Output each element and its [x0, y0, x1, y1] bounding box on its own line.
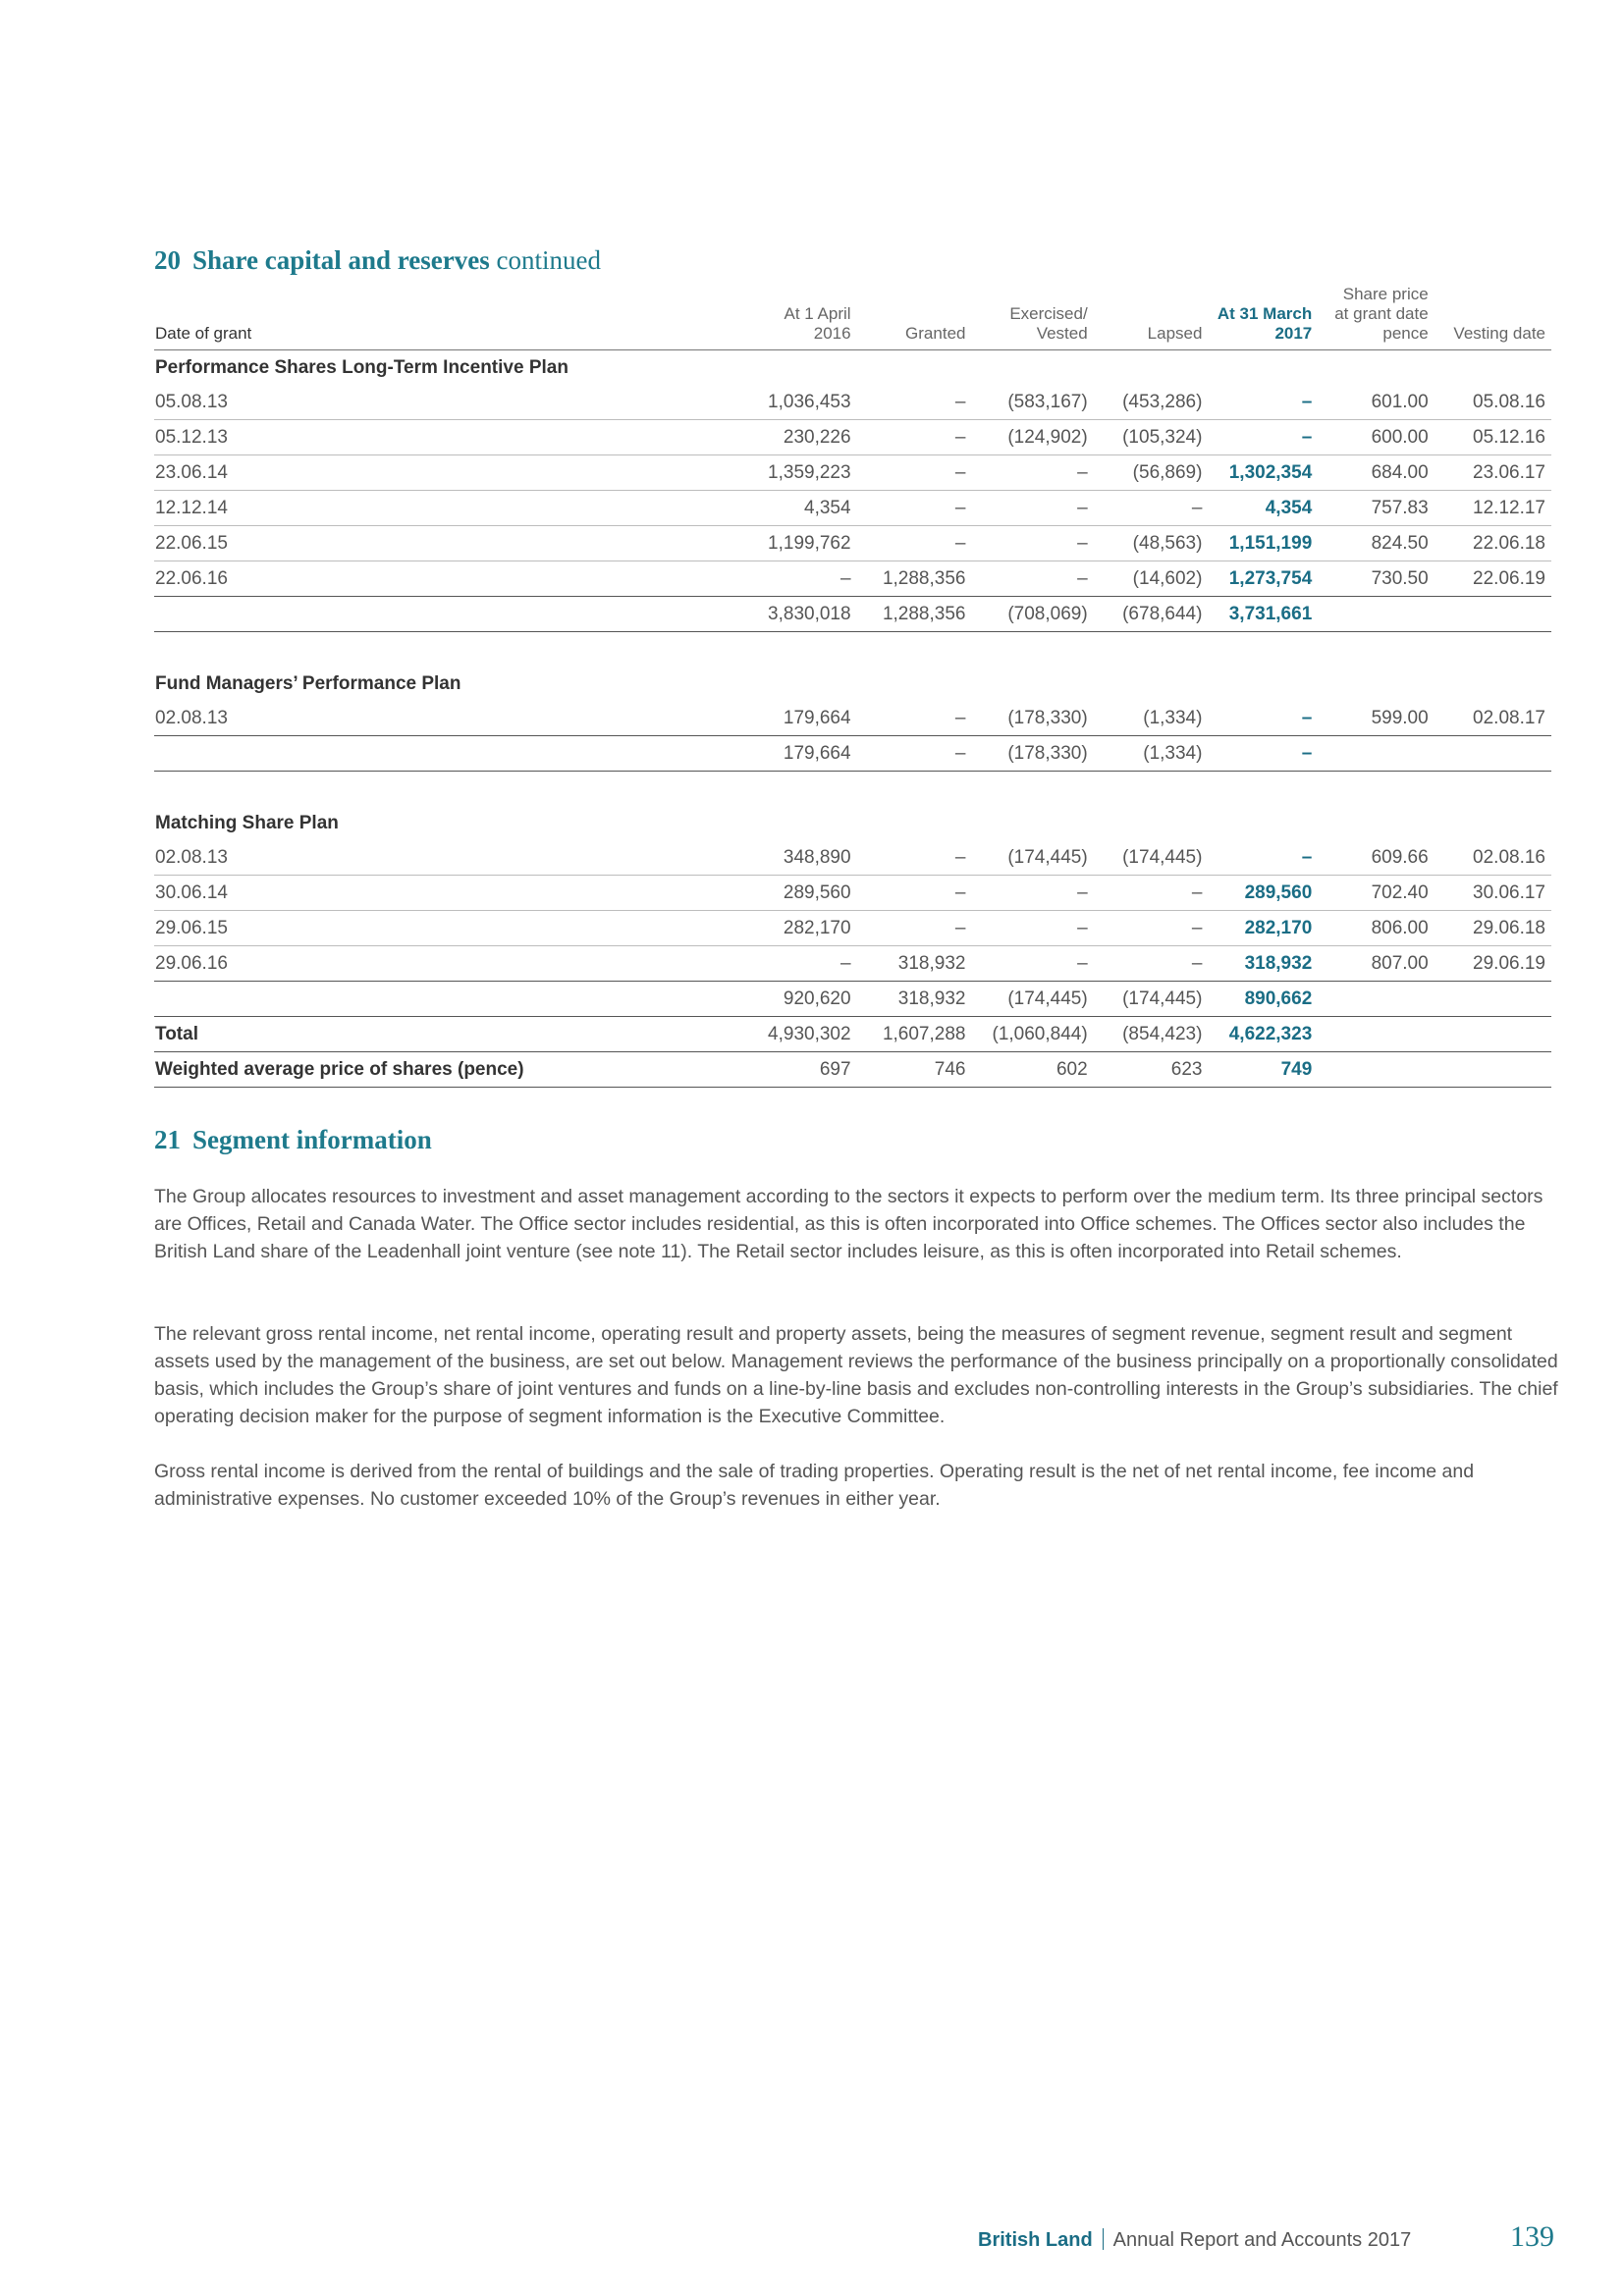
- table-cell: 29.06.16: [154, 946, 742, 982]
- table-cell: –: [971, 946, 1093, 982]
- table-cell: 1,273,754: [1208, 561, 1318, 597]
- header-granted: Granted: [857, 267, 972, 350]
- table-cell: –: [1208, 840, 1318, 876]
- table-cell: 02.08.13: [154, 701, 742, 736]
- table-cell: 289,560: [742, 876, 857, 911]
- table-cell: –: [857, 455, 972, 491]
- table-cell: [154, 597, 742, 632]
- table-row: [154, 911, 1551, 946]
- table-cell: –: [971, 876, 1093, 911]
- table-cell: –: [857, 385, 972, 420]
- table-cell: 179,664: [742, 736, 857, 772]
- header-at-31-march: At 31 March 2017: [1208, 267, 1318, 350]
- table-row: [154, 526, 1551, 561]
- footer: [978, 2228, 1411, 2252]
- header-at-1-april: At 1 April 2016: [742, 267, 857, 350]
- table-cell: –: [857, 420, 972, 455]
- table-cell: (1,334): [1094, 701, 1209, 736]
- table-cell: 22.06.15: [154, 526, 742, 561]
- table-cell: 920,620: [742, 982, 857, 1017]
- table-cell: [154, 982, 742, 1017]
- table-cell: 30.06.14: [154, 876, 742, 911]
- table-cell: Total: [154, 1017, 742, 1052]
- table-row: [154, 840, 1551, 876]
- table-cell: 623: [1094, 1052, 1209, 1088]
- table-body: [154, 350, 1551, 1088]
- table-cell: 746: [857, 1052, 972, 1088]
- table-cell: (14,602): [1094, 561, 1209, 597]
- table-cell: 3,830,018: [742, 597, 857, 632]
- header-vesting-date: Vesting date: [1435, 267, 1551, 350]
- table-cell: (105,324): [1094, 420, 1209, 455]
- table-cell: –: [742, 946, 857, 982]
- table-cell: 05.12.16: [1435, 420, 1551, 455]
- table-cell: 02.08.17: [1435, 701, 1551, 736]
- table-cell: 22.06.16: [154, 561, 742, 597]
- table-cell: 02.08.13: [154, 840, 742, 876]
- table-cell: 23.06.14: [154, 455, 742, 491]
- plan-name: Fund Managers’ Performance Plan: [155, 672, 461, 694]
- table-cell: 600.00: [1318, 420, 1434, 455]
- table-cell: (583,167): [971, 385, 1093, 420]
- table-cell: [1435, 736, 1551, 772]
- table-row: [154, 701, 1551, 736]
- table-cell: [1318, 982, 1434, 1017]
- table-cell: 1,199,762: [742, 526, 857, 561]
- table-cell: –: [971, 561, 1093, 597]
- table-cell: 318,932: [857, 982, 972, 1017]
- table-cell: –: [857, 911, 972, 946]
- table-cell: –: [1094, 491, 1209, 526]
- table-cell: 29.06.18: [1435, 911, 1551, 946]
- table-cell: 609.66: [1318, 840, 1434, 876]
- table-cell: 179,664: [742, 701, 857, 736]
- table-cell: [1318, 736, 1434, 772]
- table-cell: 4,354: [742, 491, 857, 526]
- table-cell: 05.08.16: [1435, 385, 1551, 420]
- table-row: [154, 420, 1551, 455]
- table-cell: 05.08.13: [154, 385, 742, 420]
- plan-group-header: [154, 806, 1551, 840]
- footer-divider: [1103, 2228, 1104, 2250]
- paragraph: Gross rental income is derived from the rental of buildings and the sale of trading properties. Operating result is the net of net rental income, fee income and administrative expenses. No customer exceeded 10% of the Group’s revenues in either year.: [154, 1461, 1475, 1510]
- table-cell: 29.06.19: [1435, 946, 1551, 982]
- table-cell: [1318, 1052, 1434, 1088]
- table-cell: [154, 736, 742, 772]
- table-cell: 318,932: [857, 946, 972, 982]
- table-cell: 702.40: [1318, 876, 1434, 911]
- table-cell: Weighted average price of shares (pence): [154, 1052, 742, 1088]
- table-cell: 749: [1208, 1052, 1318, 1088]
- table-cell: 22.06.18: [1435, 526, 1551, 561]
- table-cell: 697: [742, 1052, 857, 1088]
- table-cell: [1318, 1017, 1434, 1052]
- table-cell: (124,902): [971, 420, 1093, 455]
- table-cell: 599.00: [1318, 701, 1434, 736]
- table-cell: –: [971, 455, 1093, 491]
- footer-brand: British Land: [978, 2229, 1093, 2251]
- table-cell: –: [971, 911, 1093, 946]
- table-header-row: [154, 267, 1551, 350]
- table-cell: (174,445): [1094, 840, 1209, 876]
- table-cell: –: [1208, 736, 1318, 772]
- table-cell: (678,644): [1094, 597, 1209, 632]
- table-cell: –: [1208, 385, 1318, 420]
- table-cell: –: [742, 561, 857, 597]
- table-cell: 348,890: [742, 840, 857, 876]
- table-row: [154, 876, 1551, 911]
- table-cell: –: [1094, 876, 1209, 911]
- table-cell: 1,151,199: [1208, 526, 1318, 561]
- table-cell: –: [1094, 911, 1209, 946]
- table-cell: [1435, 597, 1551, 632]
- table-cell: 806.00: [1318, 911, 1434, 946]
- table-cell: 1,288,356: [857, 561, 972, 597]
- table-cell: 684.00: [1318, 455, 1434, 491]
- plan-name: Matching Share Plan: [155, 812, 339, 833]
- table-cell: –: [1208, 701, 1318, 736]
- table-cell: (174,445): [971, 840, 1093, 876]
- paragraph: The Group allocates resources to investment and asset management according to the sectors it expects to perform over the medium term. Its three principal sectors are Offices, Retail and Canada Water. The Office sector includes residential, as this is often incorporated into Office schemes. The Offices sector also includes the British Land share of the Leadenhall joint venture (see note 11). The Retail sector includes leisure, as this is often incorporated into Retail schemes.: [154, 1186, 1543, 1262]
- table-row: [154, 946, 1551, 982]
- table-cell: –: [857, 840, 972, 876]
- footer-report-title: Annual Report and Accounts 2017: [1112, 2229, 1412, 2251]
- table-cell: (178,330): [971, 736, 1093, 772]
- table-cell: 602: [971, 1052, 1093, 1088]
- header-lapsed: Lapsed: [1094, 267, 1209, 350]
- table-cell: [1435, 1017, 1551, 1052]
- subtotal-row: [154, 982, 1551, 1017]
- table-cell: (48,563): [1094, 526, 1209, 561]
- table-spacer: [154, 772, 1551, 807]
- table-row: [154, 385, 1551, 420]
- section-21-title: [154, 1125, 432, 1155]
- table-cell: (56,869): [1094, 455, 1209, 491]
- header-exercised-vested: Exercised/ Vested: [971, 267, 1093, 350]
- subtotal-row: [154, 736, 1551, 772]
- table-cell: –: [857, 876, 972, 911]
- table-cell: (178,330): [971, 701, 1093, 736]
- table-cell: 1,359,223: [742, 455, 857, 491]
- table-cell: (1,060,844): [971, 1017, 1093, 1052]
- section-number: 21: [154, 1125, 181, 1154]
- table-cell: –: [857, 736, 972, 772]
- table-cell: 890,662: [1208, 982, 1318, 1017]
- section-title-text: Share capital and reserves: [192, 245, 490, 275]
- table-cell: –: [971, 491, 1093, 526]
- table-cell: [1435, 982, 1551, 1017]
- paragraph: The relevant gross rental income, net rental income, operating result and property assets, being the measures of segment revenue, segment result and segment assets used by the management of the business, are set out below. Management reviews the performance of the business principally on a proportionally consolidated basis, which includes the Group’s share of joint ventures and funds on a line-by-line basis and excludes non-controlling interests in the Group’s subsidiaries. The chief operating decision maker for the purpose of segment information is the Executive Committee.: [154, 1323, 1558, 1427]
- table-cell: 29.06.15: [154, 911, 742, 946]
- table-cell: 30.06.17: [1435, 876, 1551, 911]
- table-cell: 807.00: [1318, 946, 1434, 982]
- table-cell: 318,932: [1208, 946, 1318, 982]
- header-share-price: Share price at grant date pence: [1318, 267, 1434, 350]
- table-row: [154, 561, 1551, 597]
- header-date-of-grant: Date of grant: [154, 267, 742, 350]
- table-cell: (174,445): [971, 982, 1093, 1017]
- table-cell: [1435, 1052, 1551, 1088]
- total-row: [154, 1017, 1551, 1052]
- table-cell: 23.06.17: [1435, 455, 1551, 491]
- section-title-suffix: continued: [496, 245, 601, 275]
- table-cell: [1318, 597, 1434, 632]
- table-cell: 05.12.13: [154, 420, 742, 455]
- table-cell: (708,069): [971, 597, 1093, 632]
- share-plans-table: [154, 267, 1551, 1088]
- table-cell: 289,560: [1208, 876, 1318, 911]
- subtotal-row: [154, 597, 1551, 632]
- table-row: [154, 455, 1551, 491]
- table-cell: 3,731,661: [1208, 597, 1318, 632]
- table-cell: 824.50: [1318, 526, 1434, 561]
- table-cell: 601.00: [1318, 385, 1434, 420]
- table-cell: 4,622,323: [1208, 1017, 1318, 1052]
- table-cell: 282,170: [742, 911, 857, 946]
- table-cell: –: [857, 526, 972, 561]
- table-cell: –: [1094, 946, 1209, 982]
- table-cell: (1,334): [1094, 736, 1209, 772]
- table-cell: 1,288,356: [857, 597, 972, 632]
- weighted-average-row: [154, 1052, 1551, 1088]
- table-cell: 22.06.19: [1435, 561, 1551, 597]
- plan-group-header: [154, 350, 1551, 386]
- page-number: 139: [1510, 2220, 1554, 2253]
- table-cell: 02.08.16: [1435, 840, 1551, 876]
- table-cell: 282,170: [1208, 911, 1318, 946]
- plan-name: Performance Shares Long-Term Incentive Plan: [155, 356, 568, 378]
- table-cell: 1,036,453: [742, 385, 857, 420]
- table-cell: 4,354: [1208, 491, 1318, 526]
- table-cell: –: [971, 526, 1093, 561]
- table-cell: 730.50: [1318, 561, 1434, 597]
- table-cell: 1,302,354: [1208, 455, 1318, 491]
- table-cell: (854,423): [1094, 1017, 1209, 1052]
- table-cell: 757.83: [1318, 491, 1434, 526]
- table-cell: –: [857, 491, 972, 526]
- table-cell: (453,286): [1094, 385, 1209, 420]
- table-cell: –: [857, 701, 972, 736]
- table-cell: 12.12.17: [1435, 491, 1551, 526]
- table-cell: –: [1208, 420, 1318, 455]
- plan-group-header: [154, 667, 1551, 701]
- table-cell: 1,607,288: [857, 1017, 972, 1052]
- table-row: [154, 491, 1551, 526]
- table-cell: 4,930,302: [742, 1017, 857, 1052]
- table-cell: 12.12.14: [154, 491, 742, 526]
- table-cell: 230,226: [742, 420, 857, 455]
- section-title-text: Segment information: [192, 1125, 432, 1154]
- table-cell: (174,445): [1094, 982, 1209, 1017]
- table-spacer: [154, 632, 1551, 667]
- section-number: 20: [154, 245, 181, 275]
